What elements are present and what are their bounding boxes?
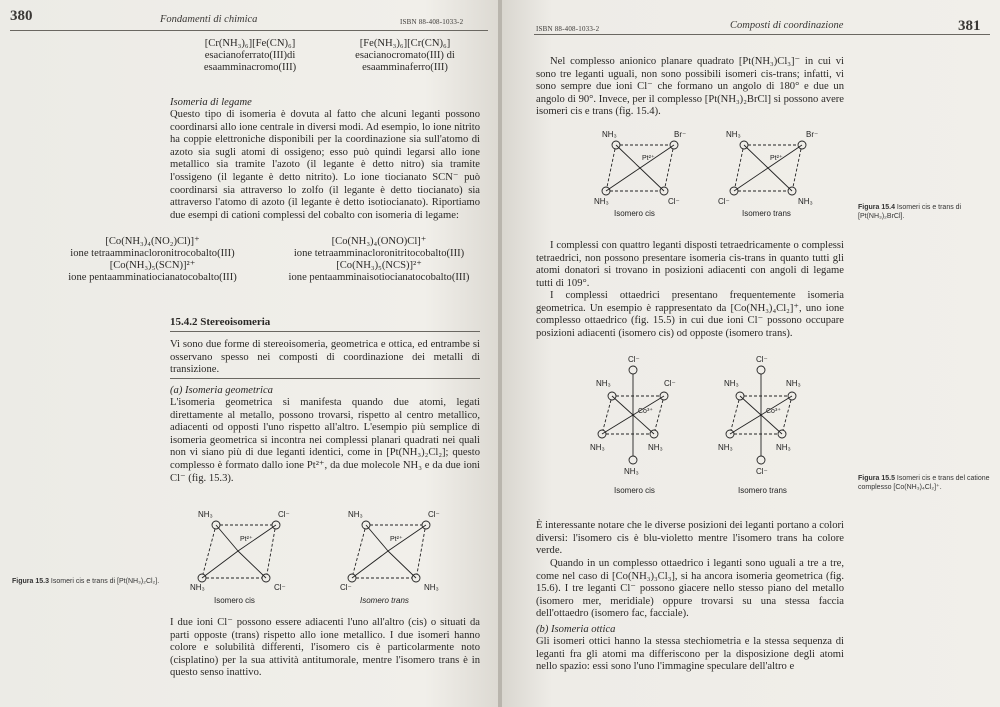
ligand-label: Cl⁻ <box>278 510 290 519</box>
compound-formula: [Fe(NH₃)₆][Cr(CN)₆] <box>359 38 451 49</box>
page-number: 380 <box>10 8 33 24</box>
bottom-paragraph: I due ioni Cl⁻ possono essere adiacenti l'uno all'altro (cis) o situati da parti opposte (trans) rispetto allo ione metallico. I due isomeri hanno colore e solubilità differenti, l'isomero cis è particolarmente noto (cisplatino) per la sua attività antitumorale, mentre l'isomero trans è in questo senso inattivo. <box>170 617 480 679</box>
ligand-label: Cl⁻ <box>664 379 676 388</box>
isomer-cis-diagram <box>590 355 676 495</box>
isbn: ISBN 88-408-1033-2 <box>400 18 464 26</box>
running-head: Composti di coordinazione <box>730 20 844 31</box>
para-1: Nel complesso anionico planare quadrato [Pt(NH₃)Cl₃]⁻ in cui vi sono tre leganti uguali, non sono possibili isomeri cis-trans; infatti, vi sono sempre due ioni Cl⁻ che formano un angolo di 180° e due un angolo di 90°. Invece, per il complesso [Pt(NH₃)₂BrCl] si possono avere isomeri cis e trans (fig. 15.4). <box>536 56 844 118</box>
ligand-label: NH₃ <box>424 583 439 592</box>
geo-heading: (a) Isomeria geometrica <box>170 385 273 396</box>
compound-name: ione pentaamminatiocianatocobalto(III) <box>68 272 237 283</box>
isomer-trans-diagram <box>340 510 440 605</box>
ligand-label: Cl⁻ <box>340 583 352 592</box>
compound-name: esaamminacromo(III) <box>203 62 297 73</box>
link-heading: Isomeria di legame <box>170 97 252 108</box>
figure-15-4 <box>584 128 844 223</box>
cis-label: Isomero cis <box>214 596 255 605</box>
compound-formula: [Co(NH₃)₄(ONO)Cl]⁺ <box>331 236 427 247</box>
ligand-label: NH₃ <box>348 510 363 519</box>
compound-c <box>40 236 265 284</box>
ligand-label: NH₃ <box>624 467 639 476</box>
ligand-label: Cl⁻ <box>756 355 768 364</box>
para-6: Gli isomeri ottici hanno la stessa stechiometria e la stessa sequenza di leganti fra gli atomi ma differiscono per la disposizione degli atomi nello spazio: essi sono l'uno l'immagine speculare dell'altro e <box>536 636 844 673</box>
figure-15-3 <box>180 508 480 613</box>
caption-text: Isomeri cis e trans di [Pt(NH₃)₂Cl₂]. <box>50 578 160 585</box>
running-head: Fondamenti di chimica <box>160 14 258 25</box>
metal-label: Co³⁺ <box>638 408 653 415</box>
compound-d <box>268 236 490 284</box>
ligand-label: Cl⁻ <box>428 510 440 519</box>
ligand-label: Cl⁻ <box>756 467 768 476</box>
section-rule-bottom <box>170 378 480 379</box>
isomer-cis-diagram <box>190 510 290 605</box>
ligand-label: Cl⁻ <box>718 197 730 206</box>
ligand-label: Br⁻ <box>674 130 687 139</box>
page-number: 381 <box>958 18 981 34</box>
ligand-label: NH₃ <box>602 130 617 139</box>
ligand-label: NH₃ <box>648 443 663 452</box>
compound-a <box>180 38 320 74</box>
compound-name: esaamminaferro(III) <box>362 62 448 73</box>
right-page <box>502 0 1000 707</box>
caption-label: Figura 15.3 <box>12 578 49 585</box>
ligand-label: Cl⁻ <box>274 583 286 592</box>
optical-heading: (b) Isomeria ottica <box>536 624 616 635</box>
caption-text: Isomeri cis e trans del catione complesso [Co(NH₃)₄Cl₂]⁺. <box>858 475 990 491</box>
compound-name: ione tetraamminacloronitrocobalto(III) <box>70 248 235 259</box>
compound-name: esacianocromato(III) di <box>355 50 455 61</box>
ligand-label: NH₃ <box>596 379 611 388</box>
metal-label: Pt²⁺ <box>642 155 655 162</box>
figure-15-4-caption <box>858 203 994 221</box>
compound-b <box>335 38 475 74</box>
cis-label: Isomero cis <box>614 486 655 495</box>
figure-15-5 <box>590 352 830 500</box>
para-4: È interessante notare che le diverse posizioni dei leganti portano a colori diversi: l'isomero cis è blu-violetto mentre l'isomero trans ha colore verde. <box>536 520 844 557</box>
ligand-label: NH₃ <box>726 130 741 139</box>
caption-label: Figura 15.5 <box>858 475 895 482</box>
ligand-label: NH₃ <box>590 443 605 452</box>
ligand-label: NH₃ <box>198 510 213 519</box>
compound-name: ione pentaamminaisotiocianatocobalto(III) <box>288 272 470 283</box>
metal-label: Co³⁺ <box>766 408 781 415</box>
trans-label: Isomero trans <box>360 596 409 605</box>
compound-name: esacianoferrato(III)di <box>204 50 296 61</box>
ligand-label: NH₃ <box>724 379 739 388</box>
ligand-label: NH₃ <box>798 197 813 206</box>
isbn: ISBN 88-408-1033-2 <box>536 25 600 33</box>
isomer-trans-diagram <box>718 355 801 495</box>
caption-text: Isomeri cis e trans di [Pt(NH₃)₂BrCl]. <box>858 204 962 220</box>
metal-label: Pt²⁺ <box>390 536 403 543</box>
metal-label: Pt²⁺ <box>770 155 783 162</box>
compound-formula: [Co(NH₃)₅(SCN)]²⁺ <box>109 260 196 271</box>
isomer-cis-diagram <box>594 130 686 218</box>
metal-label: Pt²⁺ <box>240 536 253 543</box>
figure-15-3-caption <box>12 577 162 586</box>
compound-formula: [Co(NH₃)₅(NCS)]²⁺ <box>336 260 422 271</box>
section-title: 15.4.2 Stereoisomeria <box>170 316 271 328</box>
ligand-label: NH₃ <box>190 583 205 592</box>
section-rule <box>170 331 480 332</box>
compound-formula: [Co(NH₃)₄(NO₂)Cl)]⁺ <box>105 236 200 247</box>
ligand-label: Cl⁻ <box>628 355 640 364</box>
ligand-label: Cl⁻ <box>668 197 680 206</box>
para-2: I complessi con quattro leganti disposti tetraedricamente o complessi tetraedrici, non possono presentare isomeria cis-trans in quanto tutti gli atomi donatori si trovano in posizioni adiacenti con angoli di legame tutti di 109°. <box>536 240 844 289</box>
ligand-label: NH₃ <box>594 197 609 206</box>
header-rule <box>10 30 488 31</box>
ligand-label: Br⁻ <box>806 130 819 139</box>
cis-label: Isomero cis <box>614 209 655 218</box>
geo-paragraph: L'isomeria geometrica si manifesta quando due atomi, legati direttamente al metallo, possono trovarsi, rispetto al centro metallico, adiacenti od opposti l'uno rispetto all'altro. L'esempio più semplice di isomeria geometrica si incontra nei complessi planari quadrati nei quali non vi siano più di due leganti identici, come in [Pt(NH₃)₂Cl₂]; questo complesso è formato dallo ione Pt²⁺, da due molecole NH₃ e da due ioni Cl⁻ (fig. 15.3). <box>170 397 480 484</box>
ligand-label: NH₃ <box>786 379 801 388</box>
trans-label: Isomero trans <box>742 209 791 218</box>
ligand-label: NH₃ <box>718 443 733 452</box>
compound-formula: [Cr(NH₃)₆][Fe(CN)₆] <box>204 38 296 49</box>
para-5: Quando in un complesso ottaedrico i leganti sono uguali a tre a tre, come nel caso di [Co(NH₃)₃Cl₃], si ha ancora isomeria geometrica (fig. 15.6). I tre leganti Cl⁻ possono giacere nello stesso piano del metallo (isomero mer, meridiale) oppure trovarsi su una stessa faccia dell'ottaedro (isomero fac, facciale). <box>536 558 844 620</box>
link-paragraph: Questo tipo di isomeria è dovuta al fatto che alcuni leganti possono coordinarsi allo ione centrale in diversi modi. Ad esempio, lo ione nitrito ha coppie elettroniche disponibili per la coordinazione sia sull'atomo di azoto sia sugli atomi di ossigeno; esso può quindi legarsi allo ione metallico sia tramite l'azoto (il legante è detto nitro) sia tramite l'ossigeno (il legante è detto nitrito). Lo ione tiocianato SCN⁻ può coordinarsi sia attraverso lo zolfo (il legante è detto tiocianato) sia attraverso l'atomo di azoto (il legante è detto isotiocianato). Riportiamo due esempi di cationi complessi del cobalto con isomeria di legame: <box>170 109 480 221</box>
para-3: I complessi ottaedrici presentano frequentemente isomeria geometrica. Un esempio è rappresentato da [Co(NH₃)₄Cl₂]⁺, uno ione complesso ottaedrico (fig. 15.5) in cui due ioni Cl⁻ possono occupare posizioni adiacenti (isomero cis) od opposte (isomero trans). <box>536 290 844 339</box>
isomer-trans-diagram <box>718 130 818 218</box>
trans-label: Isomero trans <box>738 486 787 495</box>
ligand-label: NH₃ <box>776 443 791 452</box>
figure-15-5-caption <box>858 474 994 492</box>
caption-label: Figura 15.4 <box>858 204 895 211</box>
stereo-paragraph: Vi sono due forme di stereoisomeria, geometrica e ottica, ed entrambe si osservano spesso nei composti di coordinazione dei metalli di transizione. <box>170 339 480 376</box>
header-rule <box>534 34 990 35</box>
compound-name: ione tetraamminacloronitritocobalto(III) <box>293 248 465 259</box>
